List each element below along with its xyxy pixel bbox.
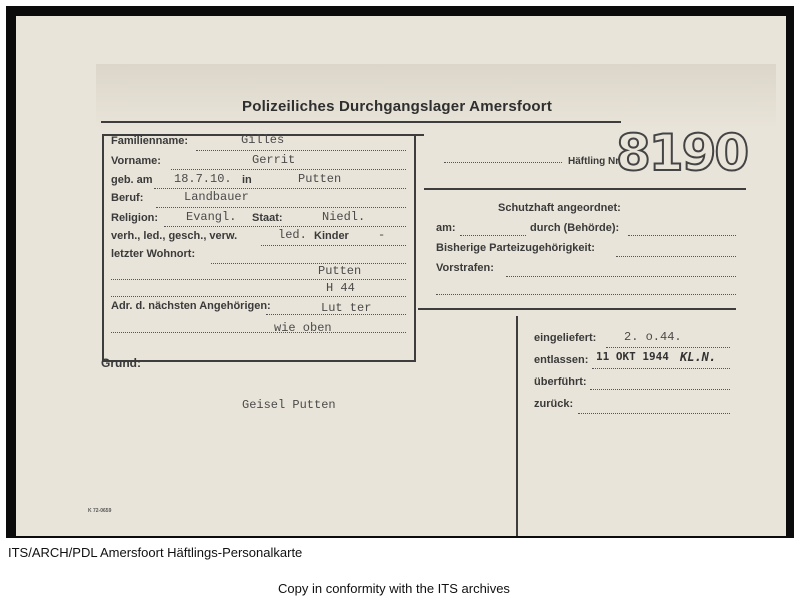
dotline-wohnort-2 (111, 279, 406, 280)
dotline-beruf (156, 207, 406, 208)
value-staat: Niedl. (322, 210, 366, 224)
conformity-caption: Copy in conformity with the ITS archives (278, 581, 510, 596)
dotline-vorname (171, 169, 406, 170)
label-vorname: Vorname: (111, 155, 161, 167)
divider-right-mid (418, 308, 736, 310)
dotline-zurueck (578, 413, 730, 414)
label-eingeliefert: eingeliefert: (534, 332, 597, 344)
label-angehoerige: Adr. d. nächsten Angehörigen: (111, 300, 271, 312)
value-wohnort-2: H 44 (326, 281, 355, 295)
dotline-entlassen (592, 368, 730, 369)
dotline-familienname (196, 150, 406, 151)
dotline-partei (616, 256, 736, 257)
value-religion: Evangl. (186, 210, 237, 224)
value-wohnort-1: Putten (318, 264, 362, 278)
label-am: am: (436, 222, 456, 234)
dotline-wohnort-3 (111, 296, 406, 297)
value-beruf: Landbauer (184, 190, 249, 204)
label-familienstand: verh., led., gesch., verw. (111, 230, 238, 242)
dotline-angehoerige-2 (111, 332, 406, 333)
value-familienstand: led. (278, 228, 307, 242)
label-beruf: Beruf: (111, 192, 144, 204)
label-kinder: Kinder (314, 230, 349, 242)
label-wohnort: letzter Wohnort: (111, 248, 196, 260)
label-religion: Religion: (111, 212, 159, 224)
dotline-vorstrafen-2 (436, 294, 736, 295)
value-entlassen-note: KL.N. (680, 350, 717, 364)
value-vorname: Gerrit (252, 153, 296, 167)
dotline-haeftling-nr (444, 162, 562, 163)
dotline-vorstrafen-1 (506, 276, 736, 277)
label-haeftling-nr: Häftling Nr. (568, 156, 622, 167)
dotline-wohnort-1 (211, 263, 406, 264)
label-vorstrafen: Vorstrafen: (436, 262, 494, 274)
scan-frame (6, 6, 794, 538)
form-code: K 72-0659 (88, 508, 112, 514)
value-angehoerige-2: wie oben (274, 321, 332, 335)
value-grund: Geisel Putten (242, 398, 336, 412)
label-staat: Staat: (252, 212, 283, 224)
label-grund: Grund: (101, 356, 141, 370)
value-eingeliefert: 2. o.44. (624, 330, 682, 344)
schutzhaft-rule-top (424, 188, 746, 190)
value-familienname: Gilles (241, 133, 285, 147)
label-geb-in: in (242, 174, 252, 186)
dotline-religion (164, 226, 406, 227)
dotline-am (460, 235, 526, 236)
dotline-familienstand (261, 245, 406, 246)
value-geb-am: 18.7.10. (174, 172, 232, 186)
left-box-left-border (102, 134, 104, 360)
value-geb-in: Putten (298, 172, 342, 186)
dotline-eingeliefert (606, 347, 730, 348)
label-zurueck: zurück: (534, 398, 574, 410)
prisoner-number-stamp: 8190 (616, 124, 748, 182)
card-title: Polizeiliches Durchgangslager Amersfoort (242, 98, 553, 115)
value-entlassen-stamp: 11 OKT 1944 (596, 350, 669, 363)
label-ueberfuehrt: überführt: (534, 376, 587, 388)
value-angehoerige-1: Lut ter (321, 301, 372, 315)
left-box-right-border (414, 134, 416, 362)
dotline-durch (628, 235, 736, 236)
right-lower-border (516, 316, 518, 536)
label-familienname: Familienname: (111, 135, 189, 147)
value-kinder: - (378, 228, 386, 242)
label-durch: durch (Behörde): (530, 222, 620, 234)
label-schutzhaft: Schutzhaft angeordnet: (498, 202, 621, 214)
label-partei: Bisherige Parteizugehörigkeit: (436, 242, 595, 254)
dotline-ueberfuehrt (590, 389, 730, 390)
left-box-bottom-border (102, 360, 416, 362)
label-entlassen: entlassen: (534, 354, 589, 366)
index-card (16, 16, 786, 536)
dotline-geb (154, 188, 406, 189)
archive-reference-caption: ITS/ARCH/PDL Amersfoort Häftlings-Personalkarte (8, 545, 303, 560)
title-rule (101, 121, 621, 123)
label-geb-am: geb. am (111, 174, 153, 186)
